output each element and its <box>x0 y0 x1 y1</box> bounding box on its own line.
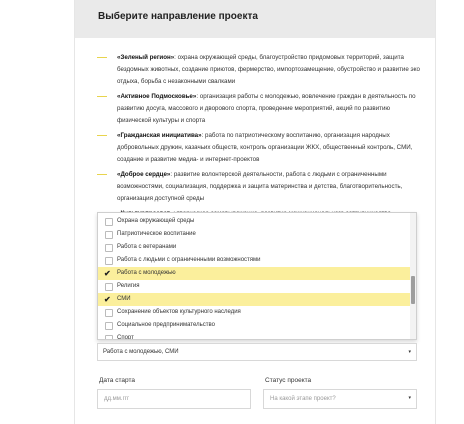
chevron-down-icon: ▾ <box>408 349 411 355</box>
page-background-left <box>0 0 74 424</box>
direction-paragraph <box>117 130 421 166</box>
start-date-placeholder: дд.мм.ггг <box>104 396 130 402</box>
dropdown-option[interactable] <box>98 228 410 241</box>
checkbox[interactable] <box>105 244 113 252</box>
dropdown-option[interactable] <box>98 332 410 340</box>
option-label: СМИ <box>117 296 131 302</box>
checkbox[interactable] <box>105 309 113 317</box>
project-form-card <box>74 0 436 424</box>
direction-dropdown-list[interactable] <box>97 212 417 340</box>
option-label: Спорт <box>117 335 134 340</box>
dropdown-option[interactable] <box>98 293 410 306</box>
direction-paragraph <box>117 169 421 205</box>
project-status-placeholder: На какой этапе проект? <box>270 396 336 402</box>
check-icon[interactable]: ✔ <box>104 269 111 278</box>
checkbox[interactable] <box>105 322 113 330</box>
checkbox[interactable] <box>105 231 113 239</box>
checkbox[interactable] <box>105 335 113 340</box>
page-background-right <box>436 0 464 424</box>
direction-text: : охрана окружающей среды, благоустройство придомовых территорий, защита бездомных животных, создание приютов, фермерство, импортозамещение, обустройство и развитие эко отдыха, борьба с незаконными свалками <box>117 54 420 85</box>
dropdown-scrollbar[interactable] <box>410 213 416 339</box>
direction-text: : организация работы с молодежью, вовлечение граждан в деятельность по развитию досуга, массового и дворового спорта, проведение мероприятий, акций по развитию физической культуры и спорта <box>117 93 416 124</box>
project-status-label: Статус проекта <box>265 377 312 384</box>
option-label: Работа с молодежью <box>117 270 176 276</box>
dropdown-option[interactable] <box>98 241 410 254</box>
option-label: Религия <box>117 283 140 289</box>
dropdown-option[interactable] <box>98 267 410 280</box>
option-label: Социальное предпринимательство <box>117 322 215 328</box>
chevron-down-icon: ▾ <box>408 395 411 401</box>
checkbox[interactable] <box>105 218 113 226</box>
project-status-select[interactable] <box>263 389 417 409</box>
checkbox[interactable] <box>105 283 113 291</box>
option-label: Сохранение объектов культурного наследия <box>117 309 241 315</box>
option-label: Работа с ветеранами <box>117 244 177 250</box>
direction-select[interactable] <box>97 343 417 361</box>
dropdown-option[interactable] <box>98 306 410 319</box>
scrollbar-thumb[interactable] <box>411 276 415 304</box>
direction-name: «Активное Подмосковье» <box>117 93 197 100</box>
direction-paragraph <box>117 91 421 127</box>
accent-dash <box>97 135 107 136</box>
direction-name: «Доброе сердце» <box>117 171 171 178</box>
dropdown-option[interactable] <box>98 319 410 332</box>
accent-dash <box>97 174 107 175</box>
directions-description <box>75 52 436 235</box>
option-label: Охрана окружающей среды <box>117 218 195 224</box>
accent-dash <box>97 57 107 58</box>
direction-text: : развитие волонтерской деятельности, работа с людьми с ограниченными возможностями, социализация, поддержка и защита материнства и детства, благотворительность, организация доступной среды <box>117 171 403 202</box>
accent-dash <box>97 96 107 97</box>
direction-select-value: Работа с молодежью, СМИ <box>103 349 179 355</box>
direction-name: «Зеленый регион» <box>117 54 175 61</box>
direction-text: : работа по патриотическому воспитанию, организация народных добровольных дружин, казачьих обществ, контроль организации ЖКХ, общественный контроль, СМИ, создание и развитие медиа- и интернет-проектов <box>117 132 413 163</box>
dropdown-option[interactable] <box>98 215 410 228</box>
dropdown-option[interactable] <box>98 280 410 293</box>
section-title: Выберите направление проекта <box>98 11 258 22</box>
direction-name: «Гражданская инициатива» <box>117 132 202 139</box>
checkbox[interactable] <box>105 257 113 265</box>
dropdown-option[interactable] <box>98 254 410 267</box>
check-icon[interactable]: ✔ <box>104 295 111 304</box>
section-header <box>75 0 436 38</box>
direction-paragraph <box>117 52 421 88</box>
option-label: Патриотическое воспитание <box>117 231 196 237</box>
option-label: Работа с людьми с ограниченными возможностями <box>117 257 261 263</box>
start-date-input[interactable] <box>97 389 251 409</box>
start-date-label: Дата старта <box>99 377 135 384</box>
